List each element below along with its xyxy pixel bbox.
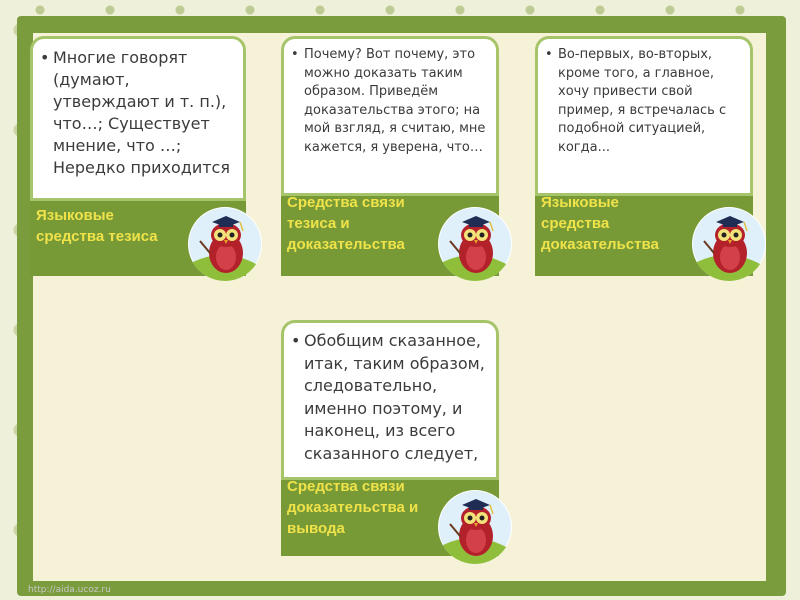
- card-text-box: [281, 320, 499, 480]
- card-text-box: [30, 36, 246, 201]
- watermark: http://aida.ucoz.ru: [28, 585, 111, 595]
- card-text: • Почему? Вот почему, это можно доказать таким образом. Приведём доказательства этого; на мой взгляд, я считаю, мне кажется, я уверена, что…: [304, 46, 488, 157]
- owl-professor-icon: [692, 207, 766, 281]
- card-text-box: [281, 36, 499, 196]
- owl-professor-icon: [438, 207, 512, 281]
- owl-professor-icon: [188, 207, 262, 281]
- card-heading: Языковые средства доказательства: [541, 194, 659, 253]
- card-text: • Обобщим сказанное, итак, таким образом, следовательно, именно поэтому, и наконец, из всего сказанного следует,: [304, 330, 488, 465]
- card-text-box: [535, 36, 753, 196]
- card-heading: Средства связи доказательства и вывода: [287, 478, 419, 537]
- card-text: • Многие говорят (думают, утверждают и т. п.), что…; Существует мнение, что …; Нередко приходится: [53, 47, 233, 179]
- card-heading: Языковые средства тезиса: [36, 207, 158, 245]
- owl-professor-icon: [438, 490, 512, 564]
- card-text: • Во-первых, во-вторых, кроме того, а главное, хочу привести свой пример, я встречалась с подобной ситуацией, когда...: [558, 46, 742, 157]
- card-heading: Средства связи тезиса и доказательства: [287, 194, 405, 253]
